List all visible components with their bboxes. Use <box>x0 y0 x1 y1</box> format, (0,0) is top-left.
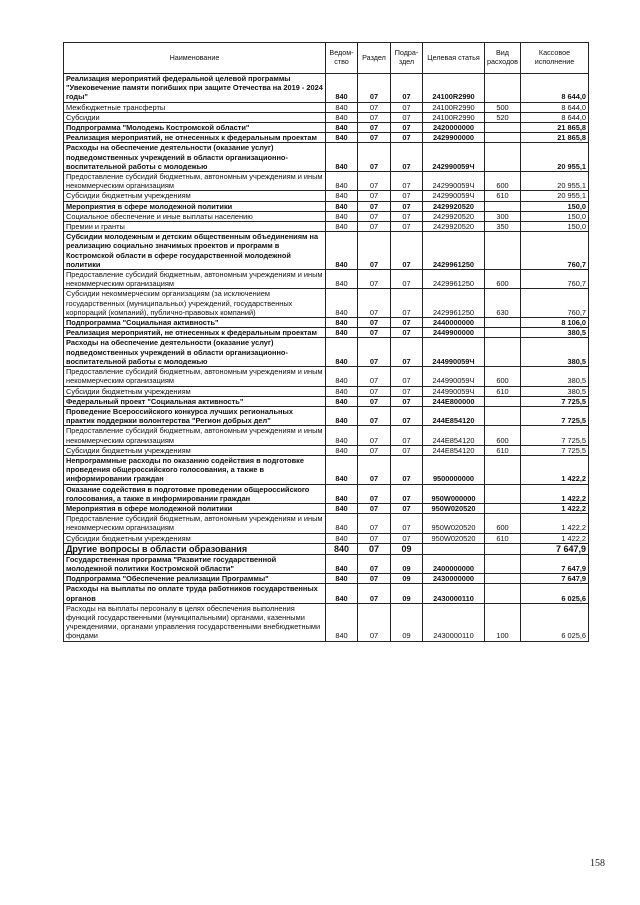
cell-vid <box>485 543 521 554</box>
cell-vedomstvo: 840 <box>326 172 358 191</box>
cell-target: 24100R2990 <box>423 74 485 103</box>
header-target: Целевая статья <box>423 43 485 74</box>
table-row <box>64 445 589 455</box>
cell-vid: 600 <box>485 172 521 191</box>
cell-target: 950W020520 <box>423 514 485 533</box>
cell-amount: 380,5 <box>521 367 589 386</box>
cell-target: 242990059Ч <box>423 143 485 172</box>
cell-vedomstvo: 840 <box>326 396 358 406</box>
cell-podrazdel: 07 <box>391 102 423 112</box>
cell-target: 244E854120 <box>423 445 485 455</box>
cell-razdel: 07 <box>358 201 391 211</box>
cell-amount: 7 647,9 <box>521 554 589 573</box>
cell-name: Государственная программа "Развитие государственной молодежной политики Костромской области" <box>64 554 326 573</box>
table-row <box>64 484 589 503</box>
cell-vid: 610 <box>485 533 521 543</box>
cell-razdel: 07 <box>358 123 391 133</box>
cell-target: 9500000000 <box>423 455 485 484</box>
cell-amount: 8 644,0 <box>521 74 589 103</box>
header-vid: Вид расходов <box>485 43 521 74</box>
table-row <box>64 543 589 554</box>
cell-amount: 6 025,6 <box>521 603 589 641</box>
cell-target: 2420000000 <box>423 123 485 133</box>
cell-target: 2429920520 <box>423 222 485 232</box>
table-row <box>64 222 589 232</box>
cell-podrazdel: 07 <box>391 318 423 328</box>
page-number: 158 <box>590 858 605 869</box>
table-row <box>64 533 589 543</box>
cell-vedomstvo: 840 <box>326 543 358 554</box>
cell-vid <box>485 123 521 133</box>
cell-razdel: 07 <box>358 455 391 484</box>
cell-amount: 7 647,9 <box>521 574 589 584</box>
cell-podrazdel: 07 <box>391 270 423 289</box>
cell-razdel: 07 <box>358 445 391 455</box>
table-row <box>64 133 589 143</box>
cell-amount: 1 422,2 <box>521 455 589 484</box>
cell-vedomstvo: 840 <box>326 514 358 533</box>
cell-razdel: 07 <box>358 232 391 270</box>
cell-name: Межбюджетные трансферты <box>64 102 326 112</box>
cell-vedomstvo: 840 <box>326 123 358 133</box>
cell-vid: 600 <box>485 367 521 386</box>
cell-vid: 630 <box>485 289 521 318</box>
cell-name: Субсидии <box>64 112 326 122</box>
cell-target: 2430000110 <box>423 584 485 603</box>
cell-vid <box>485 484 521 503</box>
cell-vedomstvo: 840 <box>326 455 358 484</box>
cell-vid: 350 <box>485 222 521 232</box>
cell-target: 950W020520 <box>423 533 485 543</box>
cell-amount: 1 422,2 <box>521 514 589 533</box>
cell-name: Подпрограмма "Обеспечение реализации Программы" <box>64 574 326 584</box>
cell-amount: 1 422,2 <box>521 484 589 503</box>
cell-vedomstvo: 840 <box>326 318 358 328</box>
cell-target: 2449900000 <box>423 328 485 338</box>
cell-vedomstvo: 840 <box>326 367 358 386</box>
cell-vedomstvo: 840 <box>326 445 358 455</box>
cell-name: Расходы на обеспечение деятельности (оказание услуг) подведомственных учреждений в области организационно-воспитательной работы с молодежью <box>64 143 326 172</box>
cell-vid: 600 <box>485 426 521 445</box>
cell-podrazdel: 07 <box>391 232 423 270</box>
cell-amount: 20 955,1 <box>521 143 589 172</box>
cell-podrazdel: 07 <box>391 426 423 445</box>
cell-razdel: 07 <box>358 584 391 603</box>
cell-podrazdel: 07 <box>391 222 423 232</box>
cell-vid <box>485 328 521 338</box>
table-row <box>64 191 589 201</box>
cell-podrazdel: 07 <box>391 133 423 143</box>
cell-name: Подпрограмма "Социальная активность" <box>64 318 326 328</box>
cell-vid: 610 <box>485 445 521 455</box>
cell-amount: 760,7 <box>521 232 589 270</box>
cell-vedomstvo: 840 <box>326 143 358 172</box>
cell-target: 24100R2990 <box>423 112 485 122</box>
cell-target: 2429961250 <box>423 270 485 289</box>
cell-vedomstvo: 840 <box>326 426 358 445</box>
cell-amount: 7 725,5 <box>521 406 589 425</box>
cell-target: 244E854120 <box>423 426 485 445</box>
cell-vid <box>485 503 521 513</box>
cell-vedomstvo: 840 <box>326 191 358 201</box>
cell-name: Реализация мероприятий, не отнесенных к федеральным проектам <box>64 328 326 338</box>
cell-vid: 500 <box>485 102 521 112</box>
cell-target: 2429920520 <box>423 201 485 211</box>
cell-vid <box>485 318 521 328</box>
cell-target: 2429961250 <box>423 232 485 270</box>
cell-name: Предоставление субсидий бюджетным, автономным учреждениям и иным некоммерческим организациям <box>64 367 326 386</box>
cell-amount: 8 106,0 <box>521 318 589 328</box>
cell-name: Субсидии некоммерческим организациям (за исключением государственных (муниципальных) учреждений, государственных корпораций (компаний), публично-правовых компаний) <box>64 289 326 318</box>
table-row <box>64 514 589 533</box>
cell-vedomstvo: 840 <box>326 328 358 338</box>
cell-razdel: 07 <box>358 543 391 554</box>
cell-vid: 600 <box>485 514 521 533</box>
cell-target <box>423 543 485 554</box>
cell-vid <box>485 554 521 573</box>
cell-razdel: 07 <box>358 211 391 221</box>
table-row <box>64 201 589 211</box>
cell-target: 950W020520 <box>423 503 485 513</box>
cell-target: 2430000110 <box>423 603 485 641</box>
cell-amount: 150,0 <box>521 201 589 211</box>
cell-podrazdel: 07 <box>391 406 423 425</box>
cell-target: 2429920520 <box>423 211 485 221</box>
cell-razdel: 07 <box>358 554 391 573</box>
table-row <box>64 584 589 603</box>
cell-name: Расходы на обеспечение деятельности (оказание услуг) подведомственных учреждений в области организационно-воспитательной работы с молодежью <box>64 338 326 367</box>
cell-amount: 380,5 <box>521 338 589 367</box>
cell-razdel: 07 <box>358 172 391 191</box>
cell-vedomstvo: 840 <box>326 574 358 584</box>
cell-podrazdel: 07 <box>391 455 423 484</box>
header-name: Наименование <box>64 43 326 74</box>
table-row <box>64 270 589 289</box>
cell-razdel: 07 <box>358 484 391 503</box>
cell-razdel: 07 <box>358 74 391 103</box>
table-row <box>64 74 589 103</box>
table-row <box>64 172 589 191</box>
cell-podrazdel: 07 <box>391 211 423 221</box>
cell-target: 2429900000 <box>423 133 485 143</box>
table-row <box>64 338 589 367</box>
table-row <box>64 318 589 328</box>
cell-name: Федеральный проект "Социальная активность" <box>64 396 326 406</box>
cell-name: Непрограммные расходы по оказанию содействия в подготовке проведения общероссийского голосования, а также в информировании граждан <box>64 455 326 484</box>
cell-target: 2429961250 <box>423 289 485 318</box>
table-row <box>64 396 589 406</box>
cell-amount: 7 725,5 <box>521 396 589 406</box>
cell-vedomstvo: 840 <box>326 222 358 232</box>
cell-target: 244990059Ч <box>423 367 485 386</box>
cell-vedomstvo: 840 <box>326 289 358 318</box>
cell-amount: 6 025,6 <box>521 584 589 603</box>
cell-podrazdel: 07 <box>391 191 423 201</box>
cell-name: Предоставление субсидий бюджетным, автономным учреждениям и иным некоммерческим организациям <box>64 270 326 289</box>
cell-razdel: 07 <box>358 222 391 232</box>
cell-podrazdel: 07 <box>391 503 423 513</box>
cell-target: 244990059Ч <box>423 386 485 396</box>
cell-vid <box>485 74 521 103</box>
cell-podrazdel: 07 <box>391 514 423 533</box>
cell-vedomstvo: 840 <box>326 102 358 112</box>
cell-amount: 1 422,2 <box>521 503 589 513</box>
cell-vid: 610 <box>485 191 521 201</box>
cell-razdel: 07 <box>358 102 391 112</box>
cell-vid: 610 <box>485 386 521 396</box>
cell-name: Субсидии бюджетным учреждениям <box>64 445 326 455</box>
cell-podrazdel: 09 <box>391 584 423 603</box>
cell-vid: 300 <box>485 211 521 221</box>
cell-target: 244E800000 <box>423 396 485 406</box>
cell-podrazdel: 07 <box>391 328 423 338</box>
cell-target: 24100R2990 <box>423 102 485 112</box>
cell-target: 2430000000 <box>423 574 485 584</box>
cell-razdel: 07 <box>358 338 391 367</box>
cell-vid: 100 <box>485 603 521 641</box>
cell-vedomstvo: 840 <box>326 338 358 367</box>
cell-amount: 1 422,2 <box>521 533 589 543</box>
cell-podrazdel: 07 <box>391 533 423 543</box>
cell-name: Субсидии бюджетным учреждениям <box>64 533 326 543</box>
cell-vedomstvo: 840 <box>326 112 358 122</box>
cell-amount: 760,7 <box>521 270 589 289</box>
cell-razdel: 07 <box>358 328 391 338</box>
cell-podrazdel: 07 <box>391 112 423 122</box>
cell-podrazdel: 09 <box>391 574 423 584</box>
table-row <box>64 603 589 641</box>
budget-table <box>63 42 589 642</box>
cell-podrazdel: 07 <box>391 338 423 367</box>
cell-name: Субсидии молодежным и детским общественным объединениям на реализацию социально значимых проектов и программ в Костромской области в сфере государственной молодежной политики <box>64 232 326 270</box>
cell-amount: 150,0 <box>521 211 589 221</box>
cell-vid <box>485 406 521 425</box>
cell-vedomstvo: 840 <box>326 603 358 641</box>
cell-vedomstvo: 840 <box>326 554 358 573</box>
cell-vedomstvo: 840 <box>326 201 358 211</box>
cell-amount: 380,5 <box>521 328 589 338</box>
cell-podrazdel: 07 <box>391 484 423 503</box>
cell-amount: 380,5 <box>521 386 589 396</box>
cell-vedomstvo: 840 <box>326 232 358 270</box>
table-row <box>64 503 589 513</box>
cell-vid <box>485 396 521 406</box>
cell-podrazdel: 07 <box>391 367 423 386</box>
cell-razdel: 07 <box>358 191 391 201</box>
cell-razdel: 07 <box>358 574 391 584</box>
cell-podrazdel: 07 <box>391 201 423 211</box>
cell-vedomstvo: 840 <box>326 211 358 221</box>
cell-razdel: 07 <box>358 603 391 641</box>
cell-target: 244E854120 <box>423 406 485 425</box>
header-vedomstvo: Ведом-ство <box>326 43 358 74</box>
table-row <box>64 289 589 318</box>
cell-vid <box>485 455 521 484</box>
cell-vedomstvo: 840 <box>326 133 358 143</box>
cell-podrazdel: 07 <box>391 396 423 406</box>
cell-vedomstvo: 840 <box>326 484 358 503</box>
table-row <box>64 574 589 584</box>
cell-vid <box>485 143 521 172</box>
cell-vid <box>485 584 521 603</box>
cell-amount: 7 725,5 <box>521 426 589 445</box>
cell-name: Расходы на выплаты по оплате труда работников государственных органов <box>64 584 326 603</box>
cell-razdel: 07 <box>358 289 391 318</box>
cell-name: Проведение Всероссийского конкурса лучших региональных практик поддержки волонтерства "Регион добрых дел" <box>64 406 326 425</box>
cell-razdel: 07 <box>358 270 391 289</box>
cell-target: 242990059Ч <box>423 191 485 201</box>
cell-name: Предоставление субсидий бюджетным, автономным учреждениям и иным некоммерческим организациям <box>64 514 326 533</box>
cell-amount: 21 865,8 <box>521 123 589 133</box>
cell-vedomstvo: 840 <box>326 270 358 289</box>
cell-amount: 760,7 <box>521 289 589 318</box>
table-header-row <box>64 43 589 74</box>
cell-vid <box>485 232 521 270</box>
cell-target: 2440000000 <box>423 318 485 328</box>
cell-razdel: 07 <box>358 426 391 445</box>
cell-amount: 150,0 <box>521 222 589 232</box>
header-podrazdel: Подра-здел <box>391 43 423 74</box>
cell-podrazdel: 07 <box>391 143 423 172</box>
cell-name: Предоставление субсидий бюджетным, автономным учреждениям и иным некоммерческим организациям <box>64 172 326 191</box>
cell-name: Субсидии бюджетным учреждениям <box>64 386 326 396</box>
cell-name: Реализация мероприятий, не отнесенных к федеральным проектам <box>64 133 326 143</box>
cell-vid <box>485 201 521 211</box>
cell-vedomstvo: 840 <box>326 74 358 103</box>
cell-name: Другие вопросы в области образования <box>64 543 326 554</box>
cell-name: Предоставление субсидий бюджетным, автономным учреждениям и иным некоммерческим организациям <box>64 426 326 445</box>
cell-name: Мероприятия в сфере молодежной политики <box>64 503 326 513</box>
cell-razdel: 07 <box>358 396 391 406</box>
cell-name: Реализация мероприятий федеральной целевой программы "Увековечение памяти погибших при защите Отечества на 2019 - 2024 годы" <box>64 74 326 103</box>
cell-name: Оказание содействия в подготовке проведении общероссийского голосования, а также в информировании граждан <box>64 484 326 503</box>
cell-target: 950W000000 <box>423 484 485 503</box>
table-row <box>64 143 589 172</box>
cell-vedomstvo: 840 <box>326 584 358 603</box>
cell-name: Премии и гранты <box>64 222 326 232</box>
cell-razdel: 07 <box>358 133 391 143</box>
cell-razdel: 07 <box>358 533 391 543</box>
cell-podrazdel: 09 <box>391 554 423 573</box>
cell-razdel: 07 <box>358 503 391 513</box>
cell-vedomstvo: 840 <box>326 406 358 425</box>
cell-vedomstvo: 840 <box>326 503 358 513</box>
cell-amount: 20 955,1 <box>521 191 589 201</box>
cell-razdel: 07 <box>358 318 391 328</box>
header-razdel: Раздел <box>358 43 391 74</box>
cell-target: 242990059Ч <box>423 172 485 191</box>
cell-amount: 7 647,9 <box>521 543 589 554</box>
cell-target: 244990059Ч <box>423 338 485 367</box>
table-row <box>64 232 589 270</box>
cell-name: Мероприятия в сфере молодежной политики <box>64 201 326 211</box>
cell-name: Социальное обеспечение и иные выплаты населению <box>64 211 326 221</box>
table-row <box>64 102 589 112</box>
table-row <box>64 123 589 133</box>
cell-vid <box>485 338 521 367</box>
cell-amount: 8 644,0 <box>521 112 589 122</box>
table-row <box>64 112 589 122</box>
table-row <box>64 367 589 386</box>
cell-razdel: 07 <box>358 514 391 533</box>
cell-name: Субсидии бюджетным учреждениям <box>64 191 326 201</box>
cell-vid <box>485 133 521 143</box>
cell-amount: 21 865,8 <box>521 133 589 143</box>
cell-name: Подпрограмма "Молодежь Костромской области" <box>64 123 326 133</box>
cell-amount: 7 725,5 <box>521 445 589 455</box>
cell-vid: 520 <box>485 112 521 122</box>
cell-podrazdel: 07 <box>391 289 423 318</box>
table-row <box>64 386 589 396</box>
table-row <box>64 455 589 484</box>
cell-name: Расходы на выплаты персоналу в целях обеспечения выполнения функций государственными (муниципальными) органами, казенными учреждениями, органами управления государственными внебюджетными фондами <box>64 603 326 641</box>
cell-vedomstvo: 840 <box>326 533 358 543</box>
cell-podrazdel: 07 <box>391 386 423 396</box>
cell-podrazdel: 07 <box>391 172 423 191</box>
table-body <box>64 74 589 642</box>
cell-target: 2400000000 <box>423 554 485 573</box>
cell-vid: 600 <box>485 270 521 289</box>
header-amount: Кассовое исполнение <box>521 43 589 74</box>
cell-amount: 8 644,0 <box>521 102 589 112</box>
cell-podrazdel: 09 <box>391 603 423 641</box>
cell-vedomstvo: 840 <box>326 386 358 396</box>
table-row <box>64 426 589 445</box>
table-row <box>64 328 589 338</box>
cell-razdel: 07 <box>358 406 391 425</box>
cell-podrazdel: 09 <box>391 543 423 554</box>
cell-vid <box>485 574 521 584</box>
cell-razdel: 07 <box>358 367 391 386</box>
cell-razdel: 07 <box>358 143 391 172</box>
cell-amount: 20 955,1 <box>521 172 589 191</box>
table-row <box>64 554 589 573</box>
cell-podrazdel: 07 <box>391 445 423 455</box>
cell-podrazdel: 07 <box>391 123 423 133</box>
cell-razdel: 07 <box>358 112 391 122</box>
table-row <box>64 211 589 221</box>
table-row <box>64 406 589 425</box>
cell-razdel: 07 <box>358 386 391 396</box>
cell-podrazdel: 07 <box>391 74 423 103</box>
